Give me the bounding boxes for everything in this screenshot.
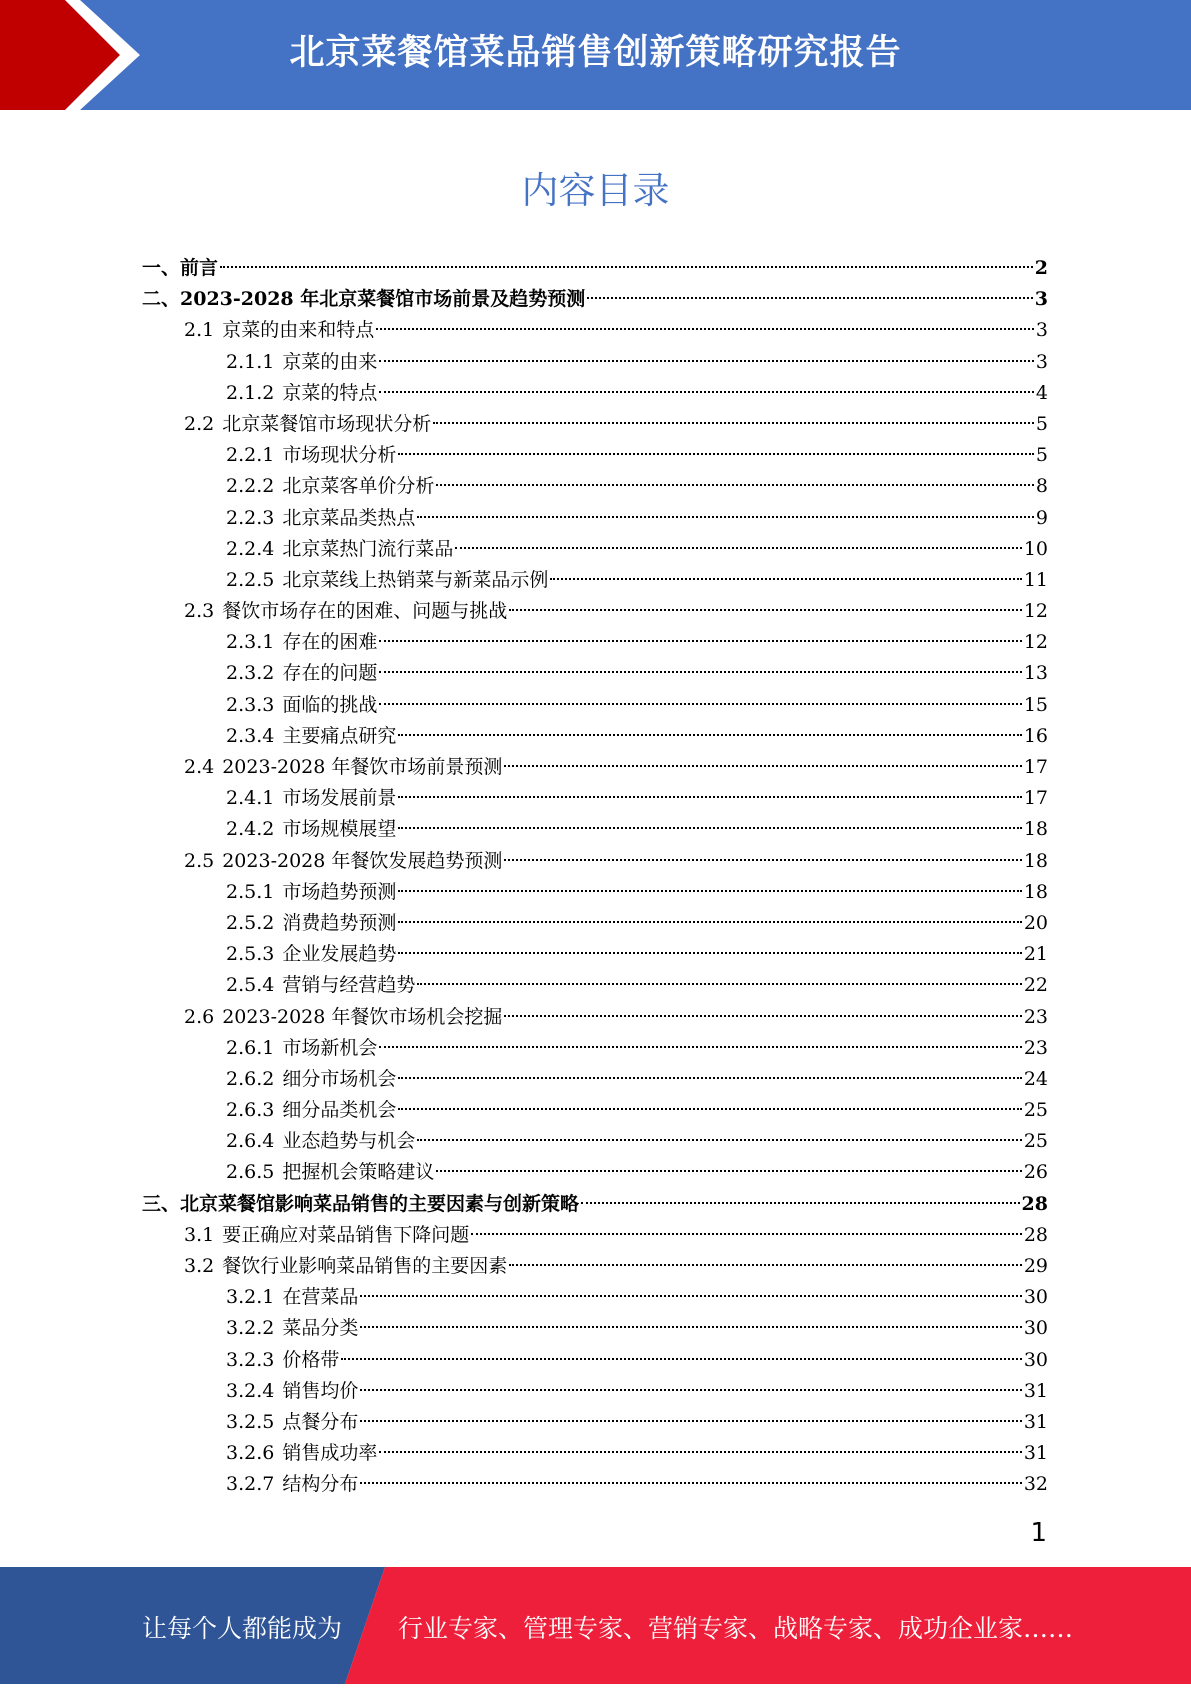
toc-entry[interactable]: [142, 1313, 1048, 1344]
toc-entry-title: 市场现状分析: [282, 444, 397, 467]
toc-dot-leader: [398, 890, 1021, 892]
toc-entry[interactable]: [142, 1157, 1048, 1188]
toc-entry-number: 2.5.4: [226, 974, 275, 997]
toc-dot-leader: [379, 640, 1021, 642]
toc-dot-leader: [509, 1264, 1022, 1266]
toc-entry-title: 北京菜客单价分析: [282, 475, 435, 498]
toc-entry-title: 2023-2028 年餐饮市场机会挖掘: [222, 1005, 503, 1028]
toc-dot-leader: [360, 1420, 1021, 1422]
toc-entry-number: 2.6: [184, 1005, 215, 1028]
toc-entry-title: 北京菜热门流行菜品: [282, 537, 454, 560]
report-title: 北京菜餐馆菜品销售创新策略研究报告: [289, 33, 902, 73]
toc-dot-leader: [471, 1233, 1022, 1235]
toc-dot-leader: [417, 516, 1034, 518]
toc-dot-leader: [398, 1077, 1021, 1079]
toc-entry-page: 20: [1023, 911, 1048, 934]
toc-dot-leader: [341, 1358, 1021, 1360]
toc-entry[interactable]: [142, 347, 1048, 378]
toc-entry[interactable]: [142, 378, 1048, 409]
toc-entry[interactable]: [142, 1064, 1048, 1095]
toc-dot-leader: [220, 266, 1033, 268]
toc-entry-page: 30: [1023, 1348, 1048, 1371]
toc-entry-title: 细分市场机会: [282, 1067, 397, 1090]
toc-entry-number: 2.1: [184, 319, 215, 342]
toc-entry-page: 22: [1023, 974, 1048, 997]
toc-entry-number: 2.6.4: [226, 1130, 275, 1153]
toc-entry-number: 2.5: [184, 849, 215, 872]
toc-entry-number: 2.6.3: [226, 1099, 275, 1122]
toc-entry-title: 市场趋势预测: [282, 880, 397, 903]
toc-entry-number: 2.3.1: [226, 631, 275, 654]
toc-entry[interactable]: [142, 1376, 1048, 1407]
toc-entry-page: 23: [1023, 1036, 1048, 1059]
toc-entry-page: 12: [1023, 631, 1048, 654]
toc-dot-leader: [379, 1451, 1021, 1453]
toc-entry-page: 10: [1023, 537, 1048, 560]
toc-entry[interactable]: [142, 1033, 1048, 1064]
toc-entry-title: 市场发展前景: [282, 787, 397, 810]
toc-entry-number: 3.2.3: [226, 1348, 275, 1371]
toc-dot-leader: [398, 453, 1034, 455]
toc-entry[interactable]: [142, 783, 1048, 814]
toc-entry-number: 2.4.1: [226, 787, 275, 810]
toc-entry-page: 3: [1035, 319, 1048, 342]
toc-entry-page: 31: [1023, 1442, 1048, 1465]
toc-entry-number: 3.2.1: [226, 1286, 275, 1309]
toc-entry-number: 2.5.1: [226, 880, 275, 903]
toc-dot-leader: [581, 1202, 1020, 1204]
toc-entry[interactable]: [142, 627, 1048, 658]
toc-entry-number: 3.2.4: [226, 1379, 275, 1402]
table-of-contents: [142, 253, 1048, 1501]
toc-entry-number: 2.6.1: [226, 1036, 275, 1059]
toc-entry-number: 3.2.2: [226, 1317, 275, 1340]
toc-entry-page: 18: [1023, 818, 1048, 841]
toc-dot-leader: [504, 1015, 1021, 1017]
toc-entry-page: 15: [1023, 693, 1048, 716]
toc-dot-leader: [509, 609, 1022, 611]
toc-entry-title: 价格带: [282, 1348, 340, 1371]
toc-entry-title: 北京菜餐馆市场现状分析: [222, 412, 432, 435]
toc-entry[interactable]: [142, 503, 1048, 534]
toc-dot-leader: [376, 328, 1034, 330]
toc-entry-number: 2.2: [184, 412, 215, 435]
toc-dot-leader: [455, 547, 1021, 549]
toc-entry[interactable]: [142, 253, 1048, 284]
toc-dot-leader: [398, 734, 1021, 736]
toc-entry-title: 二、2023-2028 年北京菜餐馆市场前景及趋势预测: [142, 288, 586, 311]
toc-entry-title: 2023-2028 年餐饮发展趋势预测: [222, 849, 503, 872]
toc-dot-leader: [379, 703, 1021, 705]
toc-entry-number: 3.2.5: [226, 1410, 275, 1433]
toc-entry[interactable]: [142, 1282, 1048, 1313]
toc-entry-page: 28: [1023, 1223, 1048, 1246]
toc-entry[interactable]: [142, 752, 1048, 783]
toc-entry-page: 30: [1023, 1286, 1048, 1309]
toc-entry[interactable]: [142, 658, 1048, 689]
toc-entry-page: 31: [1023, 1410, 1048, 1433]
toc-entry-page: 18: [1023, 849, 1048, 872]
toc-entry-title: 北京菜品类热点: [282, 506, 416, 529]
toc-entry[interactable]: [142, 1469, 1048, 1500]
toc-entry-page: 21: [1023, 943, 1048, 966]
toc-entry-page: 3: [1034, 288, 1048, 311]
toc-entry-number: 2.5.3: [226, 943, 275, 966]
toc-entry[interactable]: [142, 471, 1048, 502]
toc-entry[interactable]: [142, 284, 1048, 315]
toc-entry[interactable]: [142, 1438, 1048, 1469]
header-banner: [0, 0, 1191, 110]
toc-entry[interactable]: [142, 1345, 1048, 1376]
toc-entry[interactable]: [142, 877, 1048, 908]
toc-entry-page: 17: [1023, 756, 1048, 778]
toc-entry-title: 餐饮市场存在的困难、问题与挑战: [222, 600, 508, 623]
toc-entry-page: 25: [1023, 1099, 1048, 1122]
toc-dot-leader: [504, 859, 1021, 861]
toc-entry-title: 2023-2028 年餐饮市场前景预测: [222, 756, 503, 778]
toc-dot-leader: [417, 983, 1021, 985]
toc-entry-number: 2.5.2: [226, 911, 275, 934]
toc-entry-page: 18: [1023, 880, 1048, 903]
toc-entry[interactable]: [142, 440, 1048, 471]
toc-dot-leader: [398, 952, 1021, 954]
toc-entry-title: 市场新机会: [282, 1036, 378, 1059]
toc-entry-number: 2.6.5: [226, 1161, 275, 1184]
footer-banner: [0, 1567, 1191, 1684]
toc-entry-page: 29: [1023, 1255, 1048, 1277]
toc-dot-leader: [360, 1326, 1021, 1328]
toc-dot-leader: [504, 765, 1021, 767]
toc-entry-title: 企业发展趋势: [282, 943, 397, 966]
toc-entry[interactable]: [142, 1220, 1048, 1251]
toc-entry-title: 菜品分类: [282, 1317, 359, 1340]
toc-dot-leader: [379, 391, 1034, 393]
toc-entry-number: 3.1: [184, 1223, 215, 1246]
toc-entry[interactable]: [142, 939, 1048, 970]
toc-entry-page: 5: [1035, 444, 1048, 467]
toc-entry-title: 餐饮行业影响菜品销售的主要因素: [222, 1255, 508, 1277]
toc-entry[interactable]: [142, 1002, 1048, 1033]
toc-entry-page: 2: [1034, 257, 1048, 279]
toc-entry-number: 2.2.4: [226, 537, 275, 560]
toc-entry-page: 12: [1023, 600, 1048, 623]
toc-entry[interactable]: [142, 970, 1048, 1001]
toc-entry-title: 销售成功率: [282, 1442, 378, 1465]
toc-entry-page: 32: [1023, 1473, 1048, 1496]
toc-entry-page: 31: [1023, 1379, 1048, 1402]
toc-entry-title: 点餐分布: [282, 1410, 359, 1433]
toc-entry[interactable]: [142, 690, 1048, 721]
toc-dot-leader: [379, 671, 1021, 673]
toc-dot-leader: [360, 1482, 1021, 1484]
toc-entry[interactable]: [142, 1407, 1048, 1438]
toc-entry[interactable]: [142, 1095, 1048, 1126]
toc-entry-page: 24: [1023, 1067, 1048, 1090]
toc-entry[interactable]: [142, 721, 1048, 752]
toc-entry-title: 细分品类机会: [282, 1099, 397, 1122]
toc-entry-title: 主要痛点研究: [282, 724, 397, 747]
toc-entry[interactable]: [142, 565, 1048, 596]
toc-entry[interactable]: [142, 1126, 1048, 1157]
toc-entry-number: 2.2.3: [226, 506, 275, 529]
toc-entry[interactable]: [142, 1189, 1048, 1220]
toc-entry-title: 要正确应对菜品销售下降问题: [222, 1223, 470, 1246]
toc-entry-number: 2.3.4: [226, 724, 275, 747]
toc-entry-number: 2.1.1: [226, 350, 275, 373]
toc-entry-title: 一、前言: [142, 257, 219, 279]
toc-entry-number: 2.3.2: [226, 662, 275, 685]
toc-entry[interactable]: [142, 315, 1048, 346]
toc-entry-number: 2.2.2: [226, 475, 275, 498]
toc-entry-number: 2.1.2: [226, 381, 275, 404]
toc-entry[interactable]: [142, 596, 1048, 627]
toc-entry[interactable]: [142, 1251, 1048, 1282]
toc-entry-page: 30: [1023, 1317, 1048, 1340]
toc-entry-title: 京菜的由来: [282, 350, 378, 373]
toc-entry-page: 26: [1023, 1161, 1048, 1184]
footer-tagline: 行业专家、管理专家、营销专家、战略专家、成功企业家……: [398, 1614, 1074, 1643]
page-number: 1: [1030, 1518, 1047, 1548]
toc-entry-title: 存在的问题: [282, 662, 378, 685]
toc-entry-page: 23: [1023, 1005, 1048, 1028]
toc-entry-page: 28: [1021, 1192, 1048, 1215]
toc-entry-title: 业态趋势与机会: [282, 1130, 416, 1153]
toc-entry-number: 2.3: [184, 600, 215, 623]
toc-entry-title: 京菜的特点: [282, 381, 378, 404]
toc-entry-number: 3.2: [184, 1255, 215, 1277]
toc-entry-page: 11: [1023, 568, 1048, 591]
toc-entry-number: 2.6.2: [226, 1067, 275, 1090]
toc-entry-number: 2.4.2: [226, 818, 275, 841]
toc-dot-leader: [587, 297, 1033, 299]
toc-dot-leader: [433, 422, 1034, 424]
toc-entry-title: 北京菜线上热销菜与新菜品示例: [282, 568, 549, 591]
toc-entry-number: 3.2.7: [226, 1473, 275, 1496]
toc-entry-title: 面临的挑战: [282, 693, 378, 716]
toc-entry[interactable]: [142, 908, 1048, 939]
toc-entry[interactable]: [142, 534, 1048, 565]
toc-dot-leader: [550, 578, 1021, 580]
toc-dot-leader: [398, 1108, 1021, 1110]
toc-entry-title: 销售均价: [282, 1379, 359, 1402]
toc-entry[interactable]: [142, 846, 1048, 877]
toc-entry-title: 把握机会策略建议: [282, 1161, 435, 1184]
toc-entry-number: 2.4: [184, 756, 215, 778]
toc-entry-page: 16: [1023, 724, 1048, 747]
toc-entry-title: 在营菜品: [282, 1286, 359, 1309]
toc-entry-page: 17: [1023, 787, 1048, 810]
toc-dot-leader: [398, 921, 1021, 923]
toc-entry-title: 市场规模展望: [282, 818, 397, 841]
toc-entry-title: 结构分布: [282, 1473, 359, 1496]
toc-entry-number: 2.2.5: [226, 568, 275, 591]
footer-slogan: 让每个人都能成为: [142, 1614, 343, 1643]
toc-entry-number: 2.2.1: [226, 444, 275, 467]
toc-entry-page: 3: [1035, 350, 1048, 373]
toc-dot-leader: [436, 484, 1034, 486]
toc-entry[interactable]: [142, 409, 1048, 440]
toc-entry-page: 8: [1035, 475, 1048, 498]
toc-dot-leader: [398, 827, 1021, 829]
toc-entry-page: 13: [1023, 662, 1048, 685]
toc-entry-number: 3.2.6: [226, 1442, 275, 1465]
toc-dot-leader: [398, 796, 1021, 798]
toc-entry-title: 消费趋势预测: [282, 911, 397, 934]
toc-entry-title: 存在的困难: [282, 631, 378, 654]
toc-dot-leader: [360, 1389, 1021, 1391]
toc-dot-leader: [436, 1170, 1021, 1172]
toc-heading: 内容目录: [521, 169, 670, 212]
toc-entry-page: 5: [1035, 412, 1048, 435]
toc-dot-leader: [379, 360, 1034, 362]
toc-entry[interactable]: [142, 814, 1048, 845]
toc-dot-leader: [417, 1139, 1021, 1141]
toc-entry-number: 2.3.3: [226, 693, 275, 716]
toc-entry-title: 三、北京菜餐馆影响菜品销售的主要因素与创新策略: [142, 1192, 580, 1215]
toc-entry-title: 京菜的由来和特点: [222, 319, 375, 342]
toc-dot-leader: [379, 1046, 1021, 1048]
toc-dot-leader: [360, 1295, 1021, 1297]
toc-entry-page: 25: [1023, 1130, 1048, 1153]
toc-entry-page: 9: [1035, 506, 1048, 529]
toc-entry-title: 营销与经营趋势: [282, 974, 416, 997]
toc-entry-page: 4: [1035, 381, 1048, 404]
